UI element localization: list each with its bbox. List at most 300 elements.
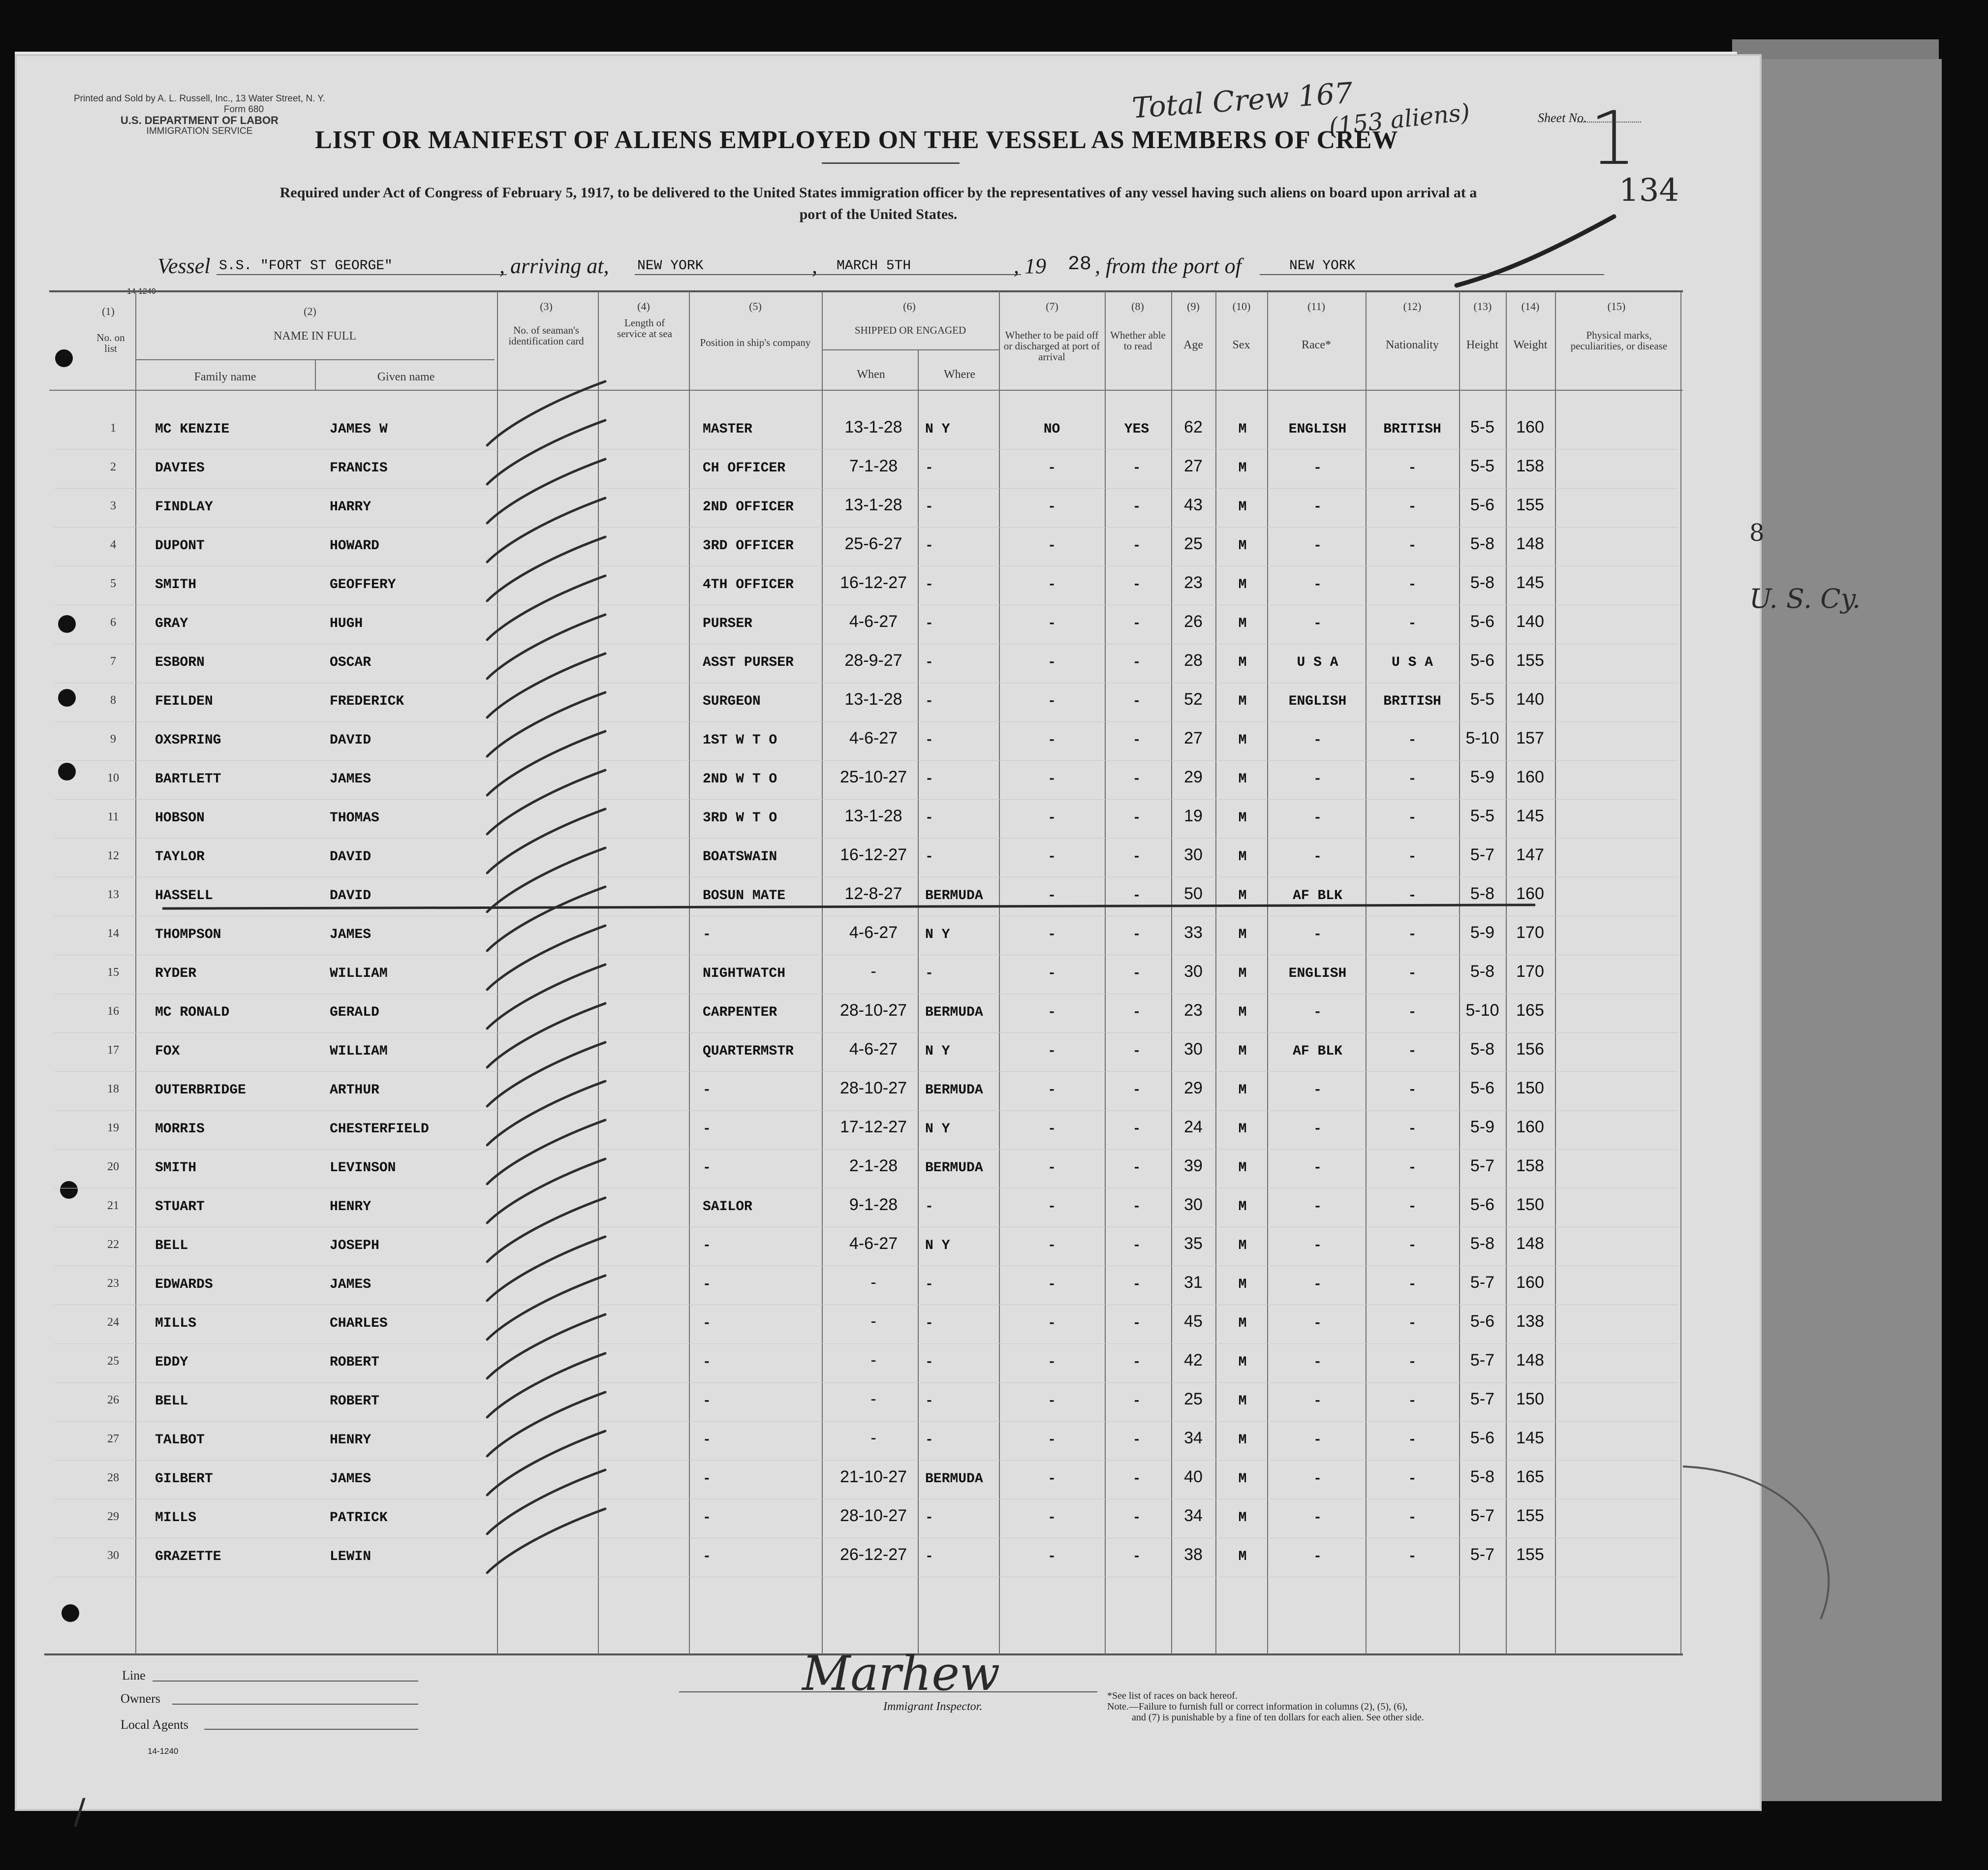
cell-race: - — [1313, 499, 1322, 515]
header-where: Where — [944, 368, 975, 381]
col-rule — [1171, 291, 1172, 1654]
cell-paid-off: - — [1048, 1355, 1056, 1370]
cell-no: 7 — [110, 655, 116, 668]
cell-paid-off: - — [1048, 1510, 1056, 1526]
cell-when: - — [870, 1390, 876, 1408]
cell-given-name: JAMES — [330, 1277, 372, 1292]
cell-height: 5-10 — [1465, 1001, 1499, 1020]
cell-nationality: - — [1408, 1316, 1417, 1331]
check-marks — [0, 0, 689, 1673]
subtitle-line: Required under Act of Congress of February 5, 1917, to be delivered to the United States immigration officer by the representatives of any vessel having such aliens on board upon arrival at a — [280, 185, 1477, 201]
cell-read: - — [1132, 1238, 1141, 1253]
cell-paid-off: - — [1048, 1277, 1056, 1292]
cell-where: - — [925, 966, 933, 981]
year-prefix: , 19 — [1014, 254, 1046, 278]
cell-nationality: U S A — [1391, 655, 1433, 670]
cell-height: 5-6 — [1470, 1079, 1495, 1097]
cell-read: - — [1132, 1277, 1141, 1292]
cell-height: 5-6 — [1470, 1429, 1495, 1447]
cell-age: 29 — [1184, 768, 1203, 786]
cell-race: - — [1313, 1122, 1322, 1137]
cell-no: 12 — [107, 849, 119, 862]
cell-sex: M — [1238, 1510, 1247, 1526]
cell-height: 5-9 — [1470, 923, 1495, 942]
cell-where: - — [925, 1199, 933, 1215]
cell-weight: 156 — [1516, 1040, 1544, 1059]
cell-sex: M — [1238, 422, 1247, 437]
cell-sex: M — [1238, 927, 1247, 942]
cell-family-name: BELL — [155, 1238, 188, 1253]
cell-read: - — [1132, 888, 1141, 904]
cell-no: 25 — [107, 1355, 119, 1368]
cell-race: ENGLISH — [1288, 694, 1347, 709]
cell-paid-off: - — [1048, 616, 1056, 631]
cell-where: N Y — [925, 927, 950, 942]
cell-family-name: THOMPSON — [155, 927, 221, 942]
cell-race: - — [1313, 849, 1322, 865]
cell-no: 16 — [107, 1005, 119, 1018]
cell-age: 43 — [1184, 496, 1203, 514]
form-number: Form 680 — [223, 104, 264, 115]
cell-sex: M — [1238, 1549, 1247, 1564]
aliens-annotation: (153 aliens) — [1327, 98, 1471, 141]
header-nationality: Nationality — [1386, 339, 1439, 351]
cell-where: - — [925, 1510, 933, 1526]
line-underline — [153, 1681, 418, 1682]
col-rule — [689, 291, 690, 1654]
cell-when: 28-9-27 — [844, 651, 902, 670]
cell-family-name: MC RONALD — [155, 1005, 230, 1020]
cell-paid-off: - — [1048, 577, 1056, 592]
cell-height: 5-7 — [1470, 1545, 1495, 1564]
cell-height: 5-8 — [1470, 573, 1495, 592]
cell-read: - — [1132, 1083, 1141, 1098]
cell-no: 27 — [107, 1433, 119, 1445]
cell-family-name: FINDLAY — [155, 499, 213, 515]
cell-weight: 145 — [1516, 1429, 1544, 1447]
footnote — [1107, 1690, 1424, 1723]
cell-family-name: HASSELL — [155, 888, 213, 904]
cell-family-name: SMITH — [155, 577, 197, 592]
cell-position: BOATSWAIN — [703, 849, 777, 865]
cell-where: - — [925, 733, 933, 748]
cell-height: 5-7 — [1470, 1273, 1495, 1292]
cell-paid-off: - — [1048, 1083, 1056, 1098]
arrival-date: MARCH 5TH — [837, 258, 911, 274]
cell-family-name: RYDER — [155, 966, 197, 981]
cell-sex: M — [1238, 1394, 1247, 1409]
cell-read: - — [1132, 1510, 1141, 1526]
cell-height: 5-8 — [1470, 1467, 1495, 1486]
cell-no: 26 — [107, 1394, 119, 1406]
cell-when: 21-10-27 — [839, 1467, 907, 1486]
cell-age: 34 — [1184, 1506, 1203, 1525]
cell-when: 7-1-28 — [849, 457, 898, 475]
cell-race: ENGLISH — [1288, 422, 1347, 437]
cell-height: 5-5 — [1470, 418, 1495, 436]
cell-nationality: - — [1408, 849, 1417, 865]
cell-given-name: OSCAR — [330, 655, 372, 670]
cell-where: - — [925, 577, 933, 592]
cell-nationality: - — [1408, 1160, 1417, 1176]
cell-family-name: TALBOT — [155, 1433, 205, 1448]
header-race: Race* — [1302, 339, 1331, 351]
cell-race: ENGLISH — [1288, 966, 1347, 981]
cell-age: 30 — [1184, 962, 1203, 981]
cell-given-name: DAVID — [330, 733, 372, 748]
cell-no: 17 — [107, 1044, 119, 1057]
cell-when: - — [870, 1312, 876, 1331]
inspector-signature: Marhew — [802, 1646, 1000, 1701]
cell-where: - — [925, 1394, 933, 1409]
cell-where: BERMUDA — [925, 1160, 983, 1176]
cell-given-name: ROBERT — [330, 1394, 379, 1409]
cell-height: 5-5 — [1470, 457, 1495, 475]
cell-given-name: ARTHUR — [330, 1083, 379, 1098]
cell-nationality: - — [1408, 461, 1417, 476]
cell-weight: 155 — [1516, 1545, 1544, 1564]
cell-read: - — [1132, 577, 1141, 592]
cell-family-name: TAYLOR — [155, 849, 205, 865]
cell-paid-off: - — [1048, 1044, 1056, 1059]
footnote-line: Note.—Failure to furnish full or correct information in columns (2), (5), (6), — [1107, 1701, 1408, 1712]
cell-height: 5-8 — [1470, 534, 1495, 553]
cell-read: - — [1132, 1160, 1141, 1176]
agents-underline — [204, 1729, 418, 1730]
cell-position: - — [703, 1316, 711, 1331]
cell-weight: 140 — [1516, 690, 1544, 709]
cell-position: 2ND W T O — [703, 772, 777, 787]
cell-where: - — [925, 616, 933, 631]
cell-paid-off: - — [1048, 772, 1056, 787]
cell-family-name: OUTERBRIDGE — [155, 1083, 246, 1098]
cell-height: 5-5 — [1470, 690, 1495, 709]
cell-age: 29 — [1184, 1079, 1203, 1097]
owners-label: Owners — [121, 1691, 160, 1706]
cell-family-name: DUPONT — [155, 538, 205, 554]
printer-line: Printed and Sold by A. L. Russell, Inc., 13 Water Street, N. Y. — [74, 94, 325, 104]
cell-nationality: BRITISH — [1383, 422, 1441, 437]
cell-where: - — [925, 655, 933, 670]
cell-position: - — [703, 1433, 711, 1448]
cell-race: - — [1313, 1510, 1322, 1526]
cell-family-name: HOBSON — [155, 810, 205, 826]
cell-no: 22 — [107, 1238, 119, 1251]
cell-nationality: - — [1408, 1549, 1417, 1564]
footnote-line: and (7) is punishable by a fine of ten dollars for each alien. See other side. — [1132, 1712, 1424, 1723]
cell-weight: 150 — [1516, 1079, 1544, 1097]
cell-weight: 160 — [1516, 1118, 1544, 1136]
cell-given-name: HOWARD — [330, 538, 379, 554]
cell-sex: M — [1238, 1083, 1247, 1098]
cell-age: 25 — [1184, 1390, 1203, 1408]
header-height: Height — [1466, 339, 1499, 351]
cell-when: 16-12-27 — [839, 573, 907, 592]
cell-read: - — [1132, 1199, 1141, 1215]
cell-given-name: HUGH — [330, 616, 363, 631]
owners-underline — [172, 1704, 418, 1705]
col-rule — [1555, 291, 1556, 1654]
column-number: (9) — [1187, 300, 1200, 312]
cell-read: - — [1132, 1433, 1141, 1448]
cell-age: 45 — [1184, 1312, 1203, 1331]
cell-family-name: FOX — [155, 1044, 180, 1059]
cell-position: - — [703, 1549, 711, 1564]
cell-position: 1ST W T O — [703, 733, 777, 748]
header-shipped: SHIPPED OR ENGAGED — [854, 324, 966, 336]
margin-pencil-mark: / — [74, 1791, 86, 1832]
cell-age: 33 — [1184, 923, 1203, 942]
cell-height: 5-8 — [1470, 1234, 1495, 1253]
cell-weight: 160 — [1516, 1273, 1544, 1292]
cell-paid-off: - — [1048, 461, 1056, 476]
cell-where: N Y — [925, 1122, 950, 1137]
cell-when: - — [870, 962, 876, 981]
cell-position: SAILOR — [703, 1199, 752, 1215]
cell-sex: M — [1238, 1277, 1247, 1292]
cell-age: 40 — [1184, 1467, 1203, 1486]
department-name: U.S. DEPARTMENT OF LABOR — [120, 114, 279, 126]
cell-read: - — [1132, 461, 1141, 476]
cell-read: - — [1132, 772, 1141, 787]
cell-no: 2 — [110, 461, 116, 473]
header-weight: Weight — [1513, 339, 1548, 351]
cell-where: - — [925, 810, 933, 826]
cell-weight: 155 — [1516, 496, 1544, 514]
cell-given-name: GERALD — [330, 1005, 379, 1020]
check-mark — [487, 381, 605, 445]
cell-race: - — [1313, 538, 1322, 554]
cell-weight: 165 — [1516, 1467, 1544, 1486]
cell-when: 13-1-28 — [844, 690, 902, 709]
sheet-no-label: Sheet No. — [1538, 111, 1587, 125]
cell-height: 5-10 — [1465, 729, 1499, 748]
cell-sex: M — [1238, 1005, 1247, 1020]
cell-where: - — [925, 1549, 933, 1564]
footer-form-code: 14-1240 — [148, 1746, 179, 1756]
cell-no: 13 — [107, 888, 119, 901]
cell-race: - — [1313, 1316, 1322, 1331]
cell-when: 4-6-27 — [849, 1234, 898, 1253]
column-number: (2) — [304, 305, 316, 317]
cell-paid-off: - — [1048, 733, 1056, 748]
cell-when: 4-6-27 — [849, 1040, 898, 1059]
cell-weight: 160 — [1516, 418, 1544, 436]
cell-when: 4-6-27 — [849, 923, 898, 942]
cell-paid-off: - — [1048, 1549, 1056, 1564]
cell-weight: 150 — [1516, 1195, 1544, 1214]
cell-nationality: - — [1408, 577, 1417, 592]
cell-race: - — [1313, 1160, 1322, 1176]
cell-age: 50 — [1184, 884, 1203, 903]
cell-paid-off: - — [1048, 1433, 1056, 1448]
cell-race: - — [1313, 1394, 1322, 1409]
cell-age: 30 — [1184, 845, 1203, 864]
cell-weight: 145 — [1516, 807, 1544, 825]
cell-family-name: GILBERT — [155, 1471, 213, 1487]
cell-nationality: - — [1408, 616, 1417, 631]
cell-paid-off: - — [1048, 1005, 1056, 1020]
header-age: Age — [1183, 339, 1203, 351]
col-rule — [822, 291, 823, 1654]
cell-sex: M — [1238, 461, 1247, 476]
cell-position: - — [703, 1277, 711, 1292]
cell-sex: M — [1238, 499, 1247, 515]
cell-sex: M — [1238, 538, 1247, 554]
cell-sex: M — [1238, 1199, 1247, 1215]
cell-position: 2ND OFFICER — [703, 499, 794, 515]
cell-position: - — [703, 1394, 711, 1409]
cell-paid-off: - — [1048, 1122, 1056, 1137]
cell-nationality: BRITISH — [1383, 694, 1441, 709]
cell-nationality: - — [1408, 1238, 1417, 1253]
cell-position: - — [703, 1355, 711, 1370]
cell-family-name: EDWARDS — [155, 1277, 213, 1292]
cell-sex: M — [1238, 888, 1247, 904]
cell-sex: M — [1238, 694, 1247, 709]
cell-weight: 170 — [1516, 923, 1544, 942]
cell-age: 28 — [1184, 651, 1203, 670]
cell-no: 23 — [107, 1277, 119, 1290]
inspector-label: Immigrant Inspector. — [883, 1700, 983, 1713]
header-no-on-list: No. on list — [96, 332, 125, 354]
cell-race: - — [1313, 461, 1322, 476]
column-number: (13) — [1473, 300, 1492, 312]
cell-when: 28-10-27 — [839, 1079, 907, 1097]
cell-when: 4-6-27 — [849, 612, 898, 631]
cell-weight: 155 — [1516, 651, 1544, 670]
cell-age: 30 — [1184, 1040, 1203, 1059]
cell-nationality: - — [1408, 1355, 1417, 1370]
header-sex: Sex — [1232, 339, 1250, 351]
header-paid-off: Whether to be paid off or discharged at port of arrival — [1003, 329, 1100, 363]
cell-no: 3 — [110, 499, 116, 512]
cell-family-name: STUART — [155, 1199, 205, 1215]
pencil-stroke — [1452, 212, 1619, 290]
cell-nationality: - — [1408, 1277, 1417, 1292]
cell-race: - — [1313, 1005, 1322, 1020]
column-number: (3) — [540, 300, 553, 312]
column-number: (6) — [903, 300, 916, 312]
cell-paid-off: - — [1048, 888, 1056, 904]
cell-when: - — [870, 1429, 876, 1447]
cell-position: MASTER — [703, 422, 752, 437]
cell-nationality: - — [1408, 1083, 1417, 1098]
cell-height: 5-7 — [1470, 845, 1495, 864]
cell-family-name: EDDY — [155, 1355, 188, 1370]
cell-family-name: GRAY — [155, 616, 188, 631]
sheet-number: 1 — [1589, 96, 1637, 182]
cell-family-name: BELL — [155, 1394, 188, 1409]
cell-paid-off: - — [1048, 927, 1056, 942]
cell-height: 5-6 — [1470, 1312, 1495, 1331]
cell-when: 28-10-27 — [839, 1506, 907, 1525]
cell-nationality: - — [1408, 810, 1417, 826]
cell-age: 31 — [1184, 1273, 1203, 1292]
cell-given-name: JAMES — [330, 1471, 372, 1487]
cell-read: - — [1132, 1316, 1141, 1331]
cell-race: - — [1313, 810, 1322, 826]
cell-weight: 160 — [1516, 884, 1544, 903]
cell-age: 23 — [1184, 573, 1203, 592]
cell-nationality: - — [1408, 1510, 1417, 1526]
cell-weight: 157 — [1516, 729, 1544, 748]
cell-position: - — [703, 1160, 711, 1176]
cell-age: 52 — [1184, 690, 1203, 709]
cell-weight: 140 — [1516, 612, 1544, 631]
header-name-in-full: NAME IN FULL — [274, 330, 356, 343]
cell-paid-off: - — [1048, 1199, 1056, 1215]
cell-sex: M — [1238, 655, 1247, 670]
cell-given-name: DAVID — [330, 849, 372, 865]
cell-no: 14 — [107, 927, 119, 940]
cell-where: BERMUDA — [925, 1083, 983, 1098]
header-length-service: Length of service at sea — [617, 317, 672, 340]
cell-sex: M — [1238, 1316, 1247, 1331]
cell-nationality: - — [1408, 1199, 1417, 1215]
cell-sex: M — [1238, 1160, 1247, 1176]
cell-given-name: DAVID — [330, 888, 372, 904]
total-crew-annotation: Total Crew 167 — [1131, 76, 1354, 125]
cell-age: 30 — [1184, 1195, 1203, 1214]
cell-race: - — [1313, 616, 1322, 631]
cell-given-name: LEVINSON — [330, 1160, 396, 1176]
cell-read: - — [1132, 616, 1141, 631]
cell-family-name: GRAZETTE — [155, 1549, 221, 1564]
cell-paid-off: - — [1048, 655, 1056, 670]
cell-where: - — [925, 1277, 933, 1292]
cell-family-name: BARTLETT — [155, 772, 221, 787]
column-number: (5) — [749, 300, 762, 312]
cell-sex: M — [1238, 810, 1247, 826]
cell-read: - — [1132, 966, 1141, 981]
cell-nationality: - — [1408, 1122, 1417, 1137]
signature-line — [679, 1691, 1097, 1692]
cell-no: 19 — [107, 1122, 119, 1134]
cell-given-name: HARRY — [330, 499, 372, 515]
cell-family-name: FEILDEN — [155, 694, 213, 709]
cell-read: - — [1132, 655, 1141, 670]
cell-nationality: - — [1408, 966, 1417, 981]
cell-family-name: DAVIES — [155, 461, 205, 476]
vessel-name: S.S. "FORT ST GEORGE" — [219, 258, 393, 274]
cell-weight: 138 — [1516, 1312, 1544, 1331]
cell-no: 5 — [110, 577, 116, 590]
cell-position: - — [703, 1471, 711, 1487]
cell-read: - — [1132, 1471, 1141, 1487]
col-rule — [1105, 291, 1106, 1654]
cell-age: 27 — [1184, 729, 1203, 748]
cell-position: BOSUN MATE — [703, 888, 786, 904]
cell-nationality: - — [1408, 499, 1417, 515]
cell-nationality: - — [1408, 733, 1417, 748]
cell-height: 5-7 — [1470, 1506, 1495, 1525]
service-name: IMMIGRATION SERVICE — [146, 126, 253, 136]
date-underline — [834, 274, 1021, 275]
cell-given-name: GEOFFERY — [330, 577, 396, 592]
cell-no: 1 — [110, 422, 116, 435]
cell-paid-off: - — [1048, 1316, 1056, 1331]
cell-given-name: JAMES — [330, 927, 372, 942]
cell-family-name: MORRIS — [155, 1122, 205, 1137]
cell-sex: M — [1238, 1122, 1247, 1137]
from-label: , from the port of — [1095, 254, 1242, 278]
cell-nationality: - — [1408, 1044, 1417, 1059]
cell-nationality: - — [1408, 1433, 1417, 1448]
cell-position: ASST PURSER — [703, 655, 794, 670]
cell-race: - — [1313, 1355, 1322, 1370]
cell-sex: M — [1238, 1471, 1247, 1487]
